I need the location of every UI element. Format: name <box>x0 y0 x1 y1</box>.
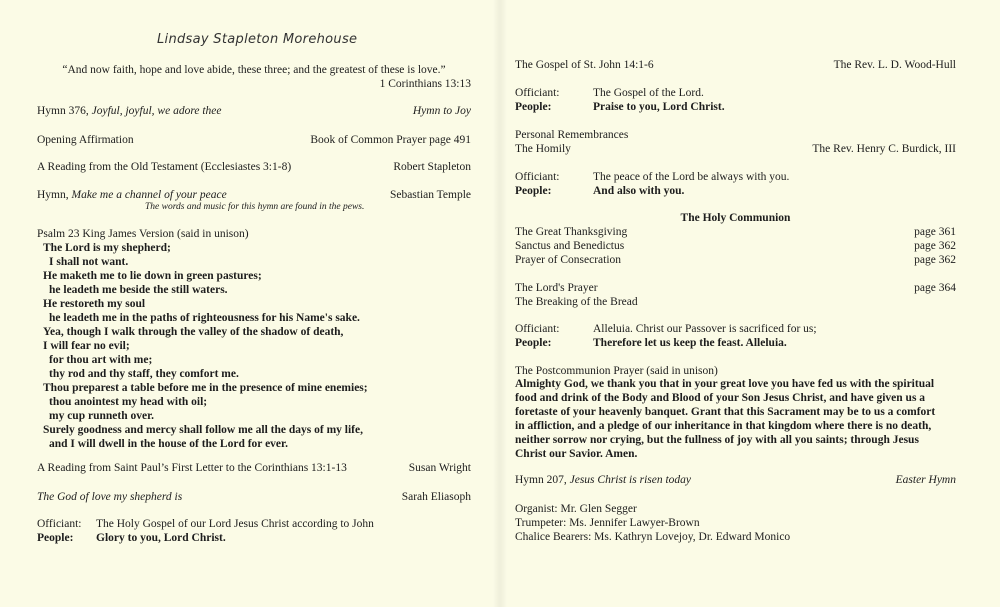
communion-item-page: page 362 <box>914 254 956 266</box>
hymn-207-row <box>515 473 956 487</box>
prayer-line: Christ our Savior. Amen. <box>515 448 638 460</box>
nt-reading-label: A Reading from Saint Paul’s First Letter to the Corinthians 13:1-13 <box>37 462 347 474</box>
hymn-207-tune: Easter Hymn <box>895 474 956 486</box>
people-text: Glory to you, Lord Christ. <box>96 532 226 544</box>
response3-officiant <box>515 322 956 336</box>
page-fold <box>493 0 507 607</box>
hymn-376-prefix: Hymn 376, <box>37 105 92 117</box>
god-of-love-singer: Sarah Eliasoph <box>401 491 471 503</box>
psalm-line: Thou preparest a table before me in the presence of mine enemies; <box>43 382 368 394</box>
prayer-line: in affliction, and a pledge of our inheritance in that kingdom where there is no death, <box>515 420 932 432</box>
nt-reading-row <box>37 461 471 475</box>
people-text: And also with you. <box>593 185 685 197</box>
lords-prayer-row <box>515 281 956 295</box>
psalm-line: He restoreth my soul <box>43 298 146 310</box>
people-text: Therefore let us keep the feast. Alleluia. <box>593 337 787 349</box>
epigraph-citation: 1 Corinthians 13:13 <box>379 78 471 90</box>
ot-reading-row <box>37 160 471 174</box>
ot-reading-reader: Robert Stapleton <box>393 161 471 173</box>
people-label: People: <box>37 532 74 544</box>
officiant-line <box>37 517 471 531</box>
psalm-line: I will fear no evil; <box>43 340 130 352</box>
psalm-line: Surely goodness and mercy shall follow me all the days of my life, <box>43 424 363 436</box>
psalm-line: thou anointest my head with oil; <box>49 396 208 408</box>
psalm-line: for thou art with me; <box>49 354 153 366</box>
psalm-line: he leadeth me beside the still waters. <box>49 284 228 296</box>
psalm-line: Yea, though I walk through the valley of the shadow of death, <box>43 326 344 338</box>
psalm-line: The Lord is my shepherd; <box>43 242 171 254</box>
communion-item-page: page 362 <box>914 240 956 252</box>
prayer-line: food and drink of the Body and Blood of your Son Jesus Christ, and have given us a <box>515 392 926 404</box>
prayer-line: foretaste of your heavenly banquet. Grant that this Sacrament may be to us a comfort <box>515 406 936 418</box>
psalm-line: my cup runneth over. <box>49 410 154 422</box>
officiant-label: Officiant: <box>515 323 560 335</box>
psalm-line: and I will dwell in the house of the Lord for ever. <box>49 438 288 450</box>
hymn-207-prefix: Hymn 207, <box>515 474 570 486</box>
hymn-channel-title: Make me a channel of your peace <box>71 189 227 201</box>
communion-item-label: Sanctus and Benedictus <box>515 240 625 252</box>
prayer-line: neither sorrow nor crying, but the fullness of joy with all you saints; through Jesus <box>515 434 919 446</box>
people-label: People: <box>515 337 552 349</box>
breaking-of-bread: The Breaking of the Bread <box>515 296 638 308</box>
communion-item <box>515 239 956 253</box>
officiant-text: Alleluia. Christ our Passover is sacrificed for us; <box>593 323 817 335</box>
prayer-line: Almighty God, we thank you that in your great love you have fed us with the spiritual <box>515 378 935 390</box>
ot-reading-label: A Reading from the Old Testament (Ecclesiastes 3:1-8) <box>37 161 292 173</box>
communion-item-page: page 361 <box>914 226 956 238</box>
communion-item-label: The Great Thanksgiving <box>515 226 628 238</box>
personal-remembrances: Personal Remembrances <box>515 129 629 141</box>
opening-affirmation-ref: Book of Common Prayer page 491 <box>310 134 471 146</box>
officiant-text: The Gospel of the Lord. <box>593 87 704 99</box>
communion-item-label: Prayer of Consecration <box>515 254 622 266</box>
credit-trumpeter: Trumpeter: Ms. Jennifer Lawyer-Brown <box>515 517 700 529</box>
credit-organist: Organist: Mr. Glen Segger <box>515 503 637 515</box>
hymn-207-title: Jesus Christ is risen today <box>569 474 692 486</box>
memorial-name-title: Lindsay Stapleton Morehouse <box>157 32 358 47</box>
response1-people <box>515 100 956 114</box>
response3-people <box>515 336 956 350</box>
nt-reading-reader: Susan Wright <box>408 462 471 474</box>
lords-prayer-label: The Lord's Prayer <box>515 282 598 294</box>
psalm-line: thy rod and thy staff, they comfort me. <box>49 368 239 380</box>
psalm-line: I shall not want. <box>49 256 129 268</box>
people-label: People: <box>515 185 552 197</box>
response1-officiant <box>515 86 956 100</box>
officiant-label: Officiant: <box>515 87 560 99</box>
credits <box>515 502 956 544</box>
people-text: Praise to you, Lord Christ. <box>593 101 725 113</box>
officiant-label: Officiant: <box>37 518 82 530</box>
epigraph-quote: “And now faith, hope and love abide, these three; and the greatest of these is love.” <box>62 64 446 76</box>
credit-chalice-bearers: Chalice Bearers: Ms. Kathryn Lovejoy, Dr. Edward Monico <box>515 531 791 543</box>
psalm-line: He maketh me to lie down in green pastures; <box>43 270 262 282</box>
communion-item <box>515 253 956 267</box>
homily-preacher: The Rev. Henry C. Burdick, III <box>812 143 956 155</box>
gospel-row <box>515 58 956 72</box>
opening-affirmation-label: Opening Affirmation <box>37 134 134 146</box>
god-of-love-row <box>37 490 471 504</box>
gospel-reader: The Rev. L. D. Wood-Hull <box>833 59 956 71</box>
people-label: People: <box>515 101 552 113</box>
hymn-channel-note: The words and music for this hymn are found in the pews. <box>145 202 365 212</box>
hymn-376-tune: Hymn to Joy <box>412 105 471 117</box>
postcommunion-heading: The Postcommunion Prayer (said in unison) <box>515 365 718 377</box>
hymn-channel-composer: Sebastian Temple <box>389 189 471 201</box>
communion-item <box>515 225 956 239</box>
homily-label: The Homily <box>515 143 571 155</box>
god-of-love-title: The God of love my shepherd is <box>37 491 183 503</box>
psalm-heading: Psalm 23 King James Version (said in unison) <box>37 228 249 240</box>
opening-affirmation-row <box>37 133 471 147</box>
officiant-text: The peace of the Lord be always with you. <box>593 171 790 183</box>
hymn-376-row <box>37 104 471 118</box>
officiant-text: The Holy Gospel of our Lord Jesus Christ according to John <box>96 518 374 530</box>
hymn-channel-row <box>37 188 471 202</box>
postcommunion-prayer <box>515 377 956 461</box>
holy-communion-heading: The Holy Communion <box>680 212 791 224</box>
lords-prayer-page: page 364 <box>914 282 956 294</box>
hymn-channel-prefix: Hymn, <box>37 189 72 201</box>
response2-people <box>515 184 956 198</box>
psalm-text <box>37 241 471 451</box>
people-line <box>37 531 471 545</box>
homily-row <box>515 142 956 156</box>
psalm-line: he leadeth me in the paths of righteousness for his Name's sake. <box>49 312 360 324</box>
response2-officiant <box>515 170 956 184</box>
officiant-label: Officiant: <box>515 171 560 183</box>
hymn-376-title: Joyful, joyful, we adore thee <box>91 105 222 117</box>
gospel-label: The Gospel of St. John 14:1-6 <box>515 59 654 71</box>
